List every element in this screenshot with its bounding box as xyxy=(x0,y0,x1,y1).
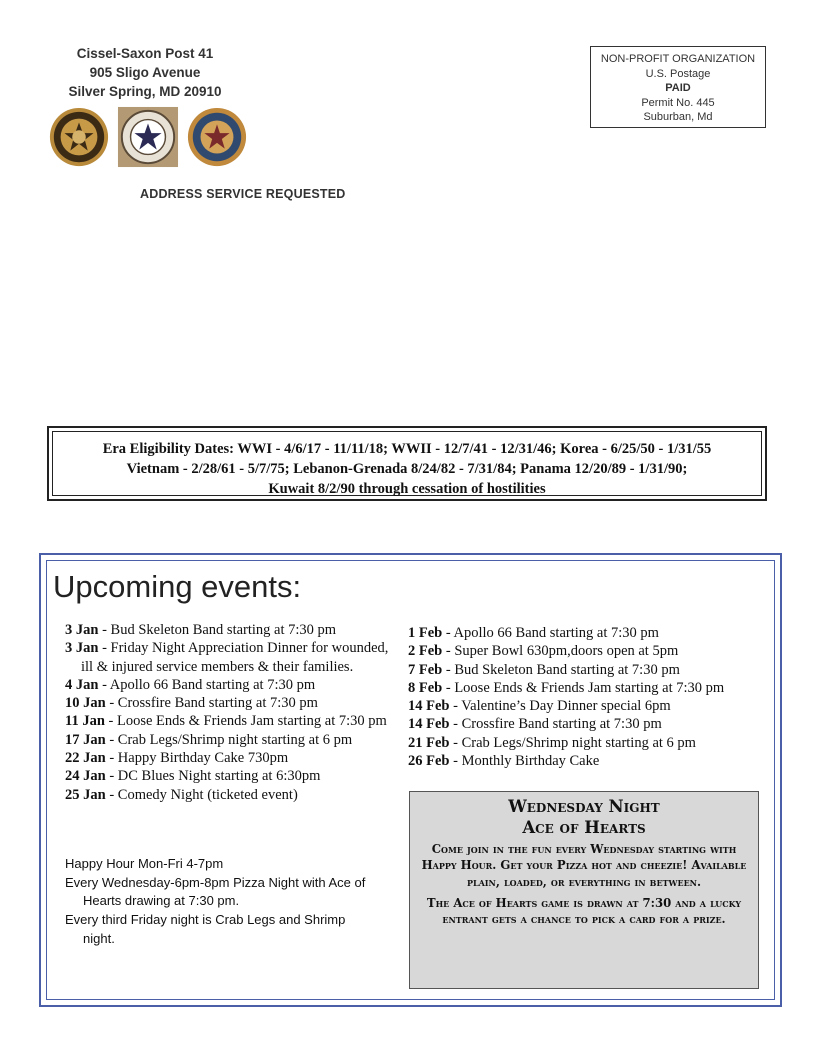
american-legion-emblem xyxy=(48,106,110,168)
february-events-list xyxy=(408,624,778,770)
recurring-event: Happy Hour Mon-Fri 4-7pm xyxy=(65,856,224,871)
event-description: - Loose Ends & Friends Jam starting at 7:30 pm xyxy=(104,713,387,730)
postage-indicia xyxy=(590,46,766,128)
event-item xyxy=(65,731,395,749)
event-date: 24 Jan xyxy=(65,768,106,785)
event-item xyxy=(408,679,778,697)
recurring-event: Every Wednesday-6pm-8pm Pizza Night with Ace of Hearts drawing at 7:30 pm. xyxy=(65,874,366,909)
event-item xyxy=(408,752,778,770)
wednesday-paragraph-1: Come join in the fun every Wednesday starting with Happy Hour. Get your Pizza hot and cheezie! Available plain, loaded, or everything in between. xyxy=(421,842,747,889)
event-description: - Friday Night Appreciation Dinner for wounded, ill & injured service members & their families. xyxy=(81,640,389,675)
sender-address xyxy=(40,44,250,101)
event-item xyxy=(65,694,395,712)
event-date: 26 Feb xyxy=(408,753,450,770)
event-date: 3 Jan xyxy=(65,622,99,638)
recurring-events-list xyxy=(65,855,375,949)
event-date: 8 Feb xyxy=(408,679,443,696)
event-item xyxy=(408,697,778,715)
event-item xyxy=(65,621,395,639)
emblem-row xyxy=(48,106,248,168)
event-description: - Valentine’s Day Dinner special 6pm xyxy=(449,698,671,715)
american-legion-auxiliary-emblem xyxy=(117,106,179,168)
sender-street: 905 Sligo Avenue xyxy=(89,65,201,80)
events-title: Upcoming events: xyxy=(53,569,302,604)
event-date: 25 Jan xyxy=(65,786,106,803)
event-description: - Apollo 66 Band starting at 7:30 pm xyxy=(442,625,659,641)
wednesday-night-box xyxy=(409,791,759,989)
event-date: 10 Jan xyxy=(65,695,106,712)
wednesday-title-1: Wednesday Night xyxy=(508,797,660,816)
event-item xyxy=(65,676,395,694)
recurring-event: Every third Friday night is Crab Legs and Shrimp night. xyxy=(65,912,346,946)
event-description: - Bud Skeleton Band starting at 7:30 pm xyxy=(442,661,680,678)
event-item xyxy=(408,734,778,752)
january-events-list xyxy=(65,621,395,804)
postage-location: Suburban, Md xyxy=(643,111,713,123)
event-date: 21 Feb xyxy=(408,734,450,751)
event-item xyxy=(65,767,395,785)
sender-name: Cissel-Saxon Post 41 xyxy=(76,46,214,61)
event-item xyxy=(408,661,778,679)
event-description: - DC Blues Night starting at 6:30pm xyxy=(105,768,321,785)
event-date: 14 Feb xyxy=(408,698,450,715)
event-description: - Crab Legs/Shrimp night starting at 6 pm xyxy=(449,734,696,751)
era-line-2: Vietnam - 2/28/61 - 5/7/75; Lebanon-Grenada 8/24/82 - 7/31/84; Panama 12/20/89 - 1/31/90; xyxy=(126,461,688,477)
wednesday-title-2: Ace of Hearts xyxy=(522,817,646,837)
event-item xyxy=(408,642,778,660)
event-item xyxy=(65,639,395,676)
event-description: - Happy Birthday Cake 730pm xyxy=(105,750,289,767)
event-item xyxy=(65,712,395,730)
event-description: - Loose Ends & Friends Jam starting at 7:30 pm xyxy=(442,679,725,696)
postage-paid: PAID xyxy=(665,82,691,94)
event-date: 4 Jan xyxy=(65,676,99,693)
event-item xyxy=(408,624,778,642)
event-description: - Apollo 66 Band starting at 7:30 pm xyxy=(98,676,316,693)
event-date: 7 Feb xyxy=(408,661,443,678)
event-item xyxy=(408,715,778,733)
address-service-requested: ADDRESS SERVICE REQUESTED xyxy=(140,187,346,201)
event-description: - Crab Legs/Shrimp night starting at 6 pm xyxy=(105,731,353,748)
event-date: 3 Jan xyxy=(65,640,99,657)
sender-city: Silver Spring, MD 20910 xyxy=(68,84,222,99)
event-description: - Bud Skeleton Band starting at 7:30 pm xyxy=(98,622,337,638)
era-line-1: Era Eligibility Dates: WWI - 4/6/17 - 11/11/18; WWII - 12/7/41 - 12/31/46; Korea - 6/25/50 - 1/31/55 xyxy=(102,441,712,457)
event-description: - Super Bowl 630pm,doors open at 5pm xyxy=(442,643,679,660)
event-date: 2 Feb xyxy=(408,643,443,660)
event-date: 1 Feb xyxy=(408,625,443,641)
wednesday-paragraph-2: The Ace of Hearts game is drawn at 7:30 and a lucky entrant gets a chance to pick a card for a prize. xyxy=(426,895,742,927)
event-item xyxy=(65,749,395,767)
postage-line-2: U.S. Postage xyxy=(645,67,711,80)
event-description: - Crossfire Band starting at 7:30 pm xyxy=(105,695,318,712)
postage-line-1: NON-PROFIT ORGANIZATION xyxy=(600,53,756,65)
event-description: - Crossfire Band starting at 7:30 pm xyxy=(449,716,662,733)
event-item xyxy=(65,786,395,804)
event-description: - Comedy Night (ticketed event) xyxy=(105,786,298,803)
sons-of-the-american-legion-emblem xyxy=(186,106,248,168)
postage-permit: Permit No. 445 xyxy=(641,96,715,109)
event-description: - Monthly Birthday Cake xyxy=(449,753,600,770)
event-date: 14 Feb xyxy=(408,716,450,733)
event-date: 11 Jan xyxy=(65,713,105,730)
era-eligibility-box xyxy=(47,426,767,501)
event-date: 17 Jan xyxy=(65,731,106,748)
era-line-3: Kuwait 8/2/90 through cessation of hostilities xyxy=(268,481,546,497)
event-date: 22 Jan xyxy=(65,750,106,767)
upcoming-events-box xyxy=(39,553,782,1007)
